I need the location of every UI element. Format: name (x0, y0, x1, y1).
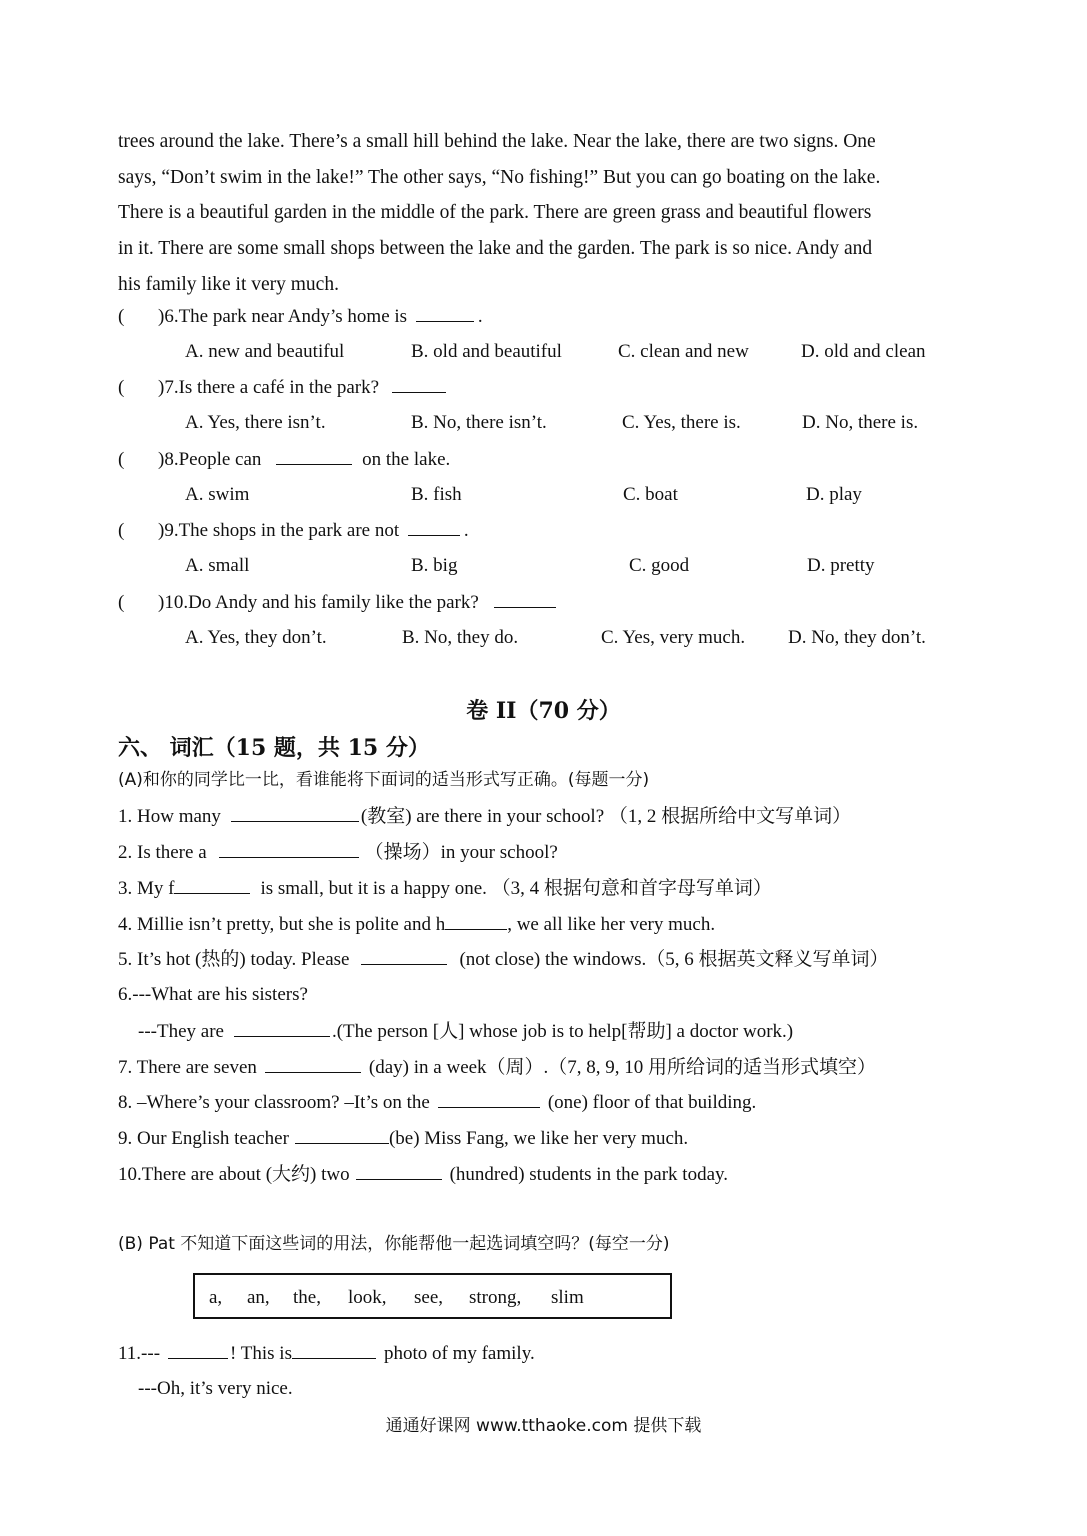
question-number: 9. (164, 520, 179, 541)
answer-blank[interactable] (445, 912, 507, 930)
question-number: 6. (164, 306, 179, 327)
passage-line: There is a beautiful garden in the middle of the park. There are green grass and beautiful flowers (118, 202, 872, 224)
answer-blank[interactable] (361, 947, 447, 965)
vocab-question-6: 6.---What are his sisters? (118, 984, 308, 1005)
mc-question-6 (118, 304, 483, 329)
mc-question-8 (118, 447, 450, 472)
question-11: 11.--- ! This is photo of my family. (118, 1343, 535, 1364)
word-bank-item: see, (414, 1287, 444, 1308)
passage-line: his family like it very much. (118, 273, 339, 295)
option-b: B. big (411, 555, 458, 576)
mc-question-10 (118, 590, 560, 615)
passage-line: says, “Don’t swim in the lake!” The other says, “No fishing!” But you can go boating on the lake. (118, 166, 881, 188)
question-stem: People can (178, 449, 262, 470)
option-c: C. Yes, very much. (601, 627, 746, 648)
answer-blank[interactable] (392, 375, 446, 393)
answer-blank[interactable] (408, 518, 460, 536)
part-a-intro: (A)和你的同学比一比，看谁能将下面词的适当形式写正确。(每题一分) (118, 770, 650, 790)
word-bank-item: slim (551, 1287, 584, 1308)
question-tail: on the lake. (362, 449, 451, 470)
question-stem: Do Andy and his family like the park? (188, 592, 479, 613)
section-title: 卷 II（70 分） (466, 698, 621, 724)
question-tail: . (477, 306, 483, 327)
answer-paren-open[interactable]: ( (118, 306, 125, 327)
option-a: A. swim (185, 484, 250, 505)
answer-blank[interactable] (416, 304, 474, 322)
answer-paren-close: ) (158, 520, 165, 541)
passage-line: trees around the lake. There’s a small hill behind the lake. Near the lake, there are two signs. One (118, 131, 876, 152)
answer-paren-close: ) (158, 449, 165, 470)
answer-blank[interactable] (276, 447, 352, 465)
question-stem: The shops in the park are not (178, 520, 400, 541)
option-a: A. Yes, there isn’t. (185, 412, 326, 433)
vocab-question-4: 4. Millie isn’t pretty, but she is polite and h , we all like her very much. (118, 914, 716, 935)
mc-question-7 (118, 375, 450, 400)
answer-paren-open[interactable]: ( (118, 520, 125, 541)
question-11-reply: ---Oh, it’s very nice. (138, 1378, 293, 1399)
word-bank-item: the, (293, 1287, 321, 1308)
question-number: 8. (164, 449, 179, 470)
option-c: C. boat (623, 484, 678, 505)
answer-paren-open[interactable]: ( (118, 449, 125, 470)
question-stem: Is there a café in the park? (178, 377, 380, 398)
option-b: B. old and beautiful (411, 341, 562, 362)
word-bank-box (193, 1273, 672, 1319)
question-stem: The park near Andy’s home is (178, 306, 408, 327)
word-bank-item: an, (247, 1287, 270, 1308)
vocab-question-9: 9. Our English teacher (be) Miss Fang, we like her very much. (118, 1128, 689, 1149)
word-bank-item: look, (348, 1287, 387, 1308)
answer-blank[interactable] (295, 1126, 389, 1144)
answer-paren-open[interactable]: ( (118, 377, 125, 398)
answer-blank[interactable] (219, 840, 359, 858)
answer-blank[interactable] (234, 1019, 330, 1037)
part-b-intro: (B) Pat 不知道下面这些词的用法，你能帮他一起选词填空吗？(每空一分) (118, 1234, 670, 1254)
answer-blank[interactable] (494, 590, 556, 608)
passage-line: in it. There are some small shops between the lake and the garden. The park is so nice. Andy and (118, 238, 873, 260)
answer-paren-close: ) (158, 377, 165, 398)
question-number: 10. (164, 592, 189, 613)
option-a: A. new and beautiful (185, 341, 345, 362)
answer-paren-open[interactable]: ( (118, 592, 125, 613)
mc-question-9 (118, 518, 469, 543)
word-bank-item: strong, (469, 1287, 522, 1308)
vocab-question-3: 3. My f is small, but it is a happy one. （3, 4 根据句意和首字母写单词） (118, 878, 772, 899)
option-c: C. Yes, there is. (622, 412, 741, 433)
question-tail: . (463, 520, 469, 541)
option-d: D. old and clean (801, 341, 926, 362)
option-a: A. small (185, 555, 250, 576)
answer-blank[interactable] (168, 1341, 228, 1359)
option-d: D. No, there is. (802, 412, 919, 433)
option-b: B. No, they do. (402, 627, 519, 648)
option-d: D. play (806, 484, 862, 505)
option-c: C. clean and new (618, 341, 749, 362)
answer-paren-close: ) (158, 592, 165, 613)
answer-blank[interactable] (174, 876, 250, 894)
vocab-question-10: 10.There are about (大约) two (hundred) students in the park today. (118, 1164, 729, 1185)
answer-blank[interactable] (231, 804, 359, 822)
vocab-question-5: 5. It’s hot (热的) today. Please (not close) the windows.（5, 6 根据英文释义写单词） (118, 949, 889, 970)
vocab-question-2: 2. Is there a （操场）in your school? (118, 842, 558, 863)
reading-passage (118, 124, 980, 303)
option-d: D. pretty (807, 555, 875, 576)
vocab-question-8: 8. –Where’s your classroom? –It’s on the (one) floor of that building. (118, 1092, 757, 1113)
option-b: B. fish (411, 484, 462, 505)
vocab-question-7: 7. There are seven (day) in a week（周）.（7, 8, 9, 10 用所给词的适当形式填空） (118, 1057, 877, 1078)
answer-blank[interactable] (438, 1090, 540, 1108)
option-a: A. Yes, they don’t. (185, 627, 327, 648)
word-bank-item: a, (209, 1287, 223, 1308)
answer-blank[interactable] (265, 1055, 361, 1073)
vocab-question-1: 1. How many (教室) are there in your school? （1, 2 根据所给中文写单词） (118, 806, 852, 827)
answer-blank[interactable] (356, 1162, 442, 1180)
question-number: 7. (164, 377, 179, 398)
option-d: D. No, they don’t. (788, 627, 926, 648)
vocab-question-6-answer: ---They are .(The person [人] whose job is to help[帮助] a doctor work.) (138, 1021, 794, 1042)
option-c: C. good (629, 555, 690, 576)
answer-paren-close: ) (158, 306, 165, 327)
page-footer: 通通好课网 www.tthaoke.com 提供下载 (385, 1416, 702, 1436)
answer-blank[interactable] (292, 1341, 376, 1359)
part-heading: 六、 词汇（15 题，共 15 分） (118, 735, 430, 761)
option-b: B. No, there isn’t. (411, 412, 547, 433)
